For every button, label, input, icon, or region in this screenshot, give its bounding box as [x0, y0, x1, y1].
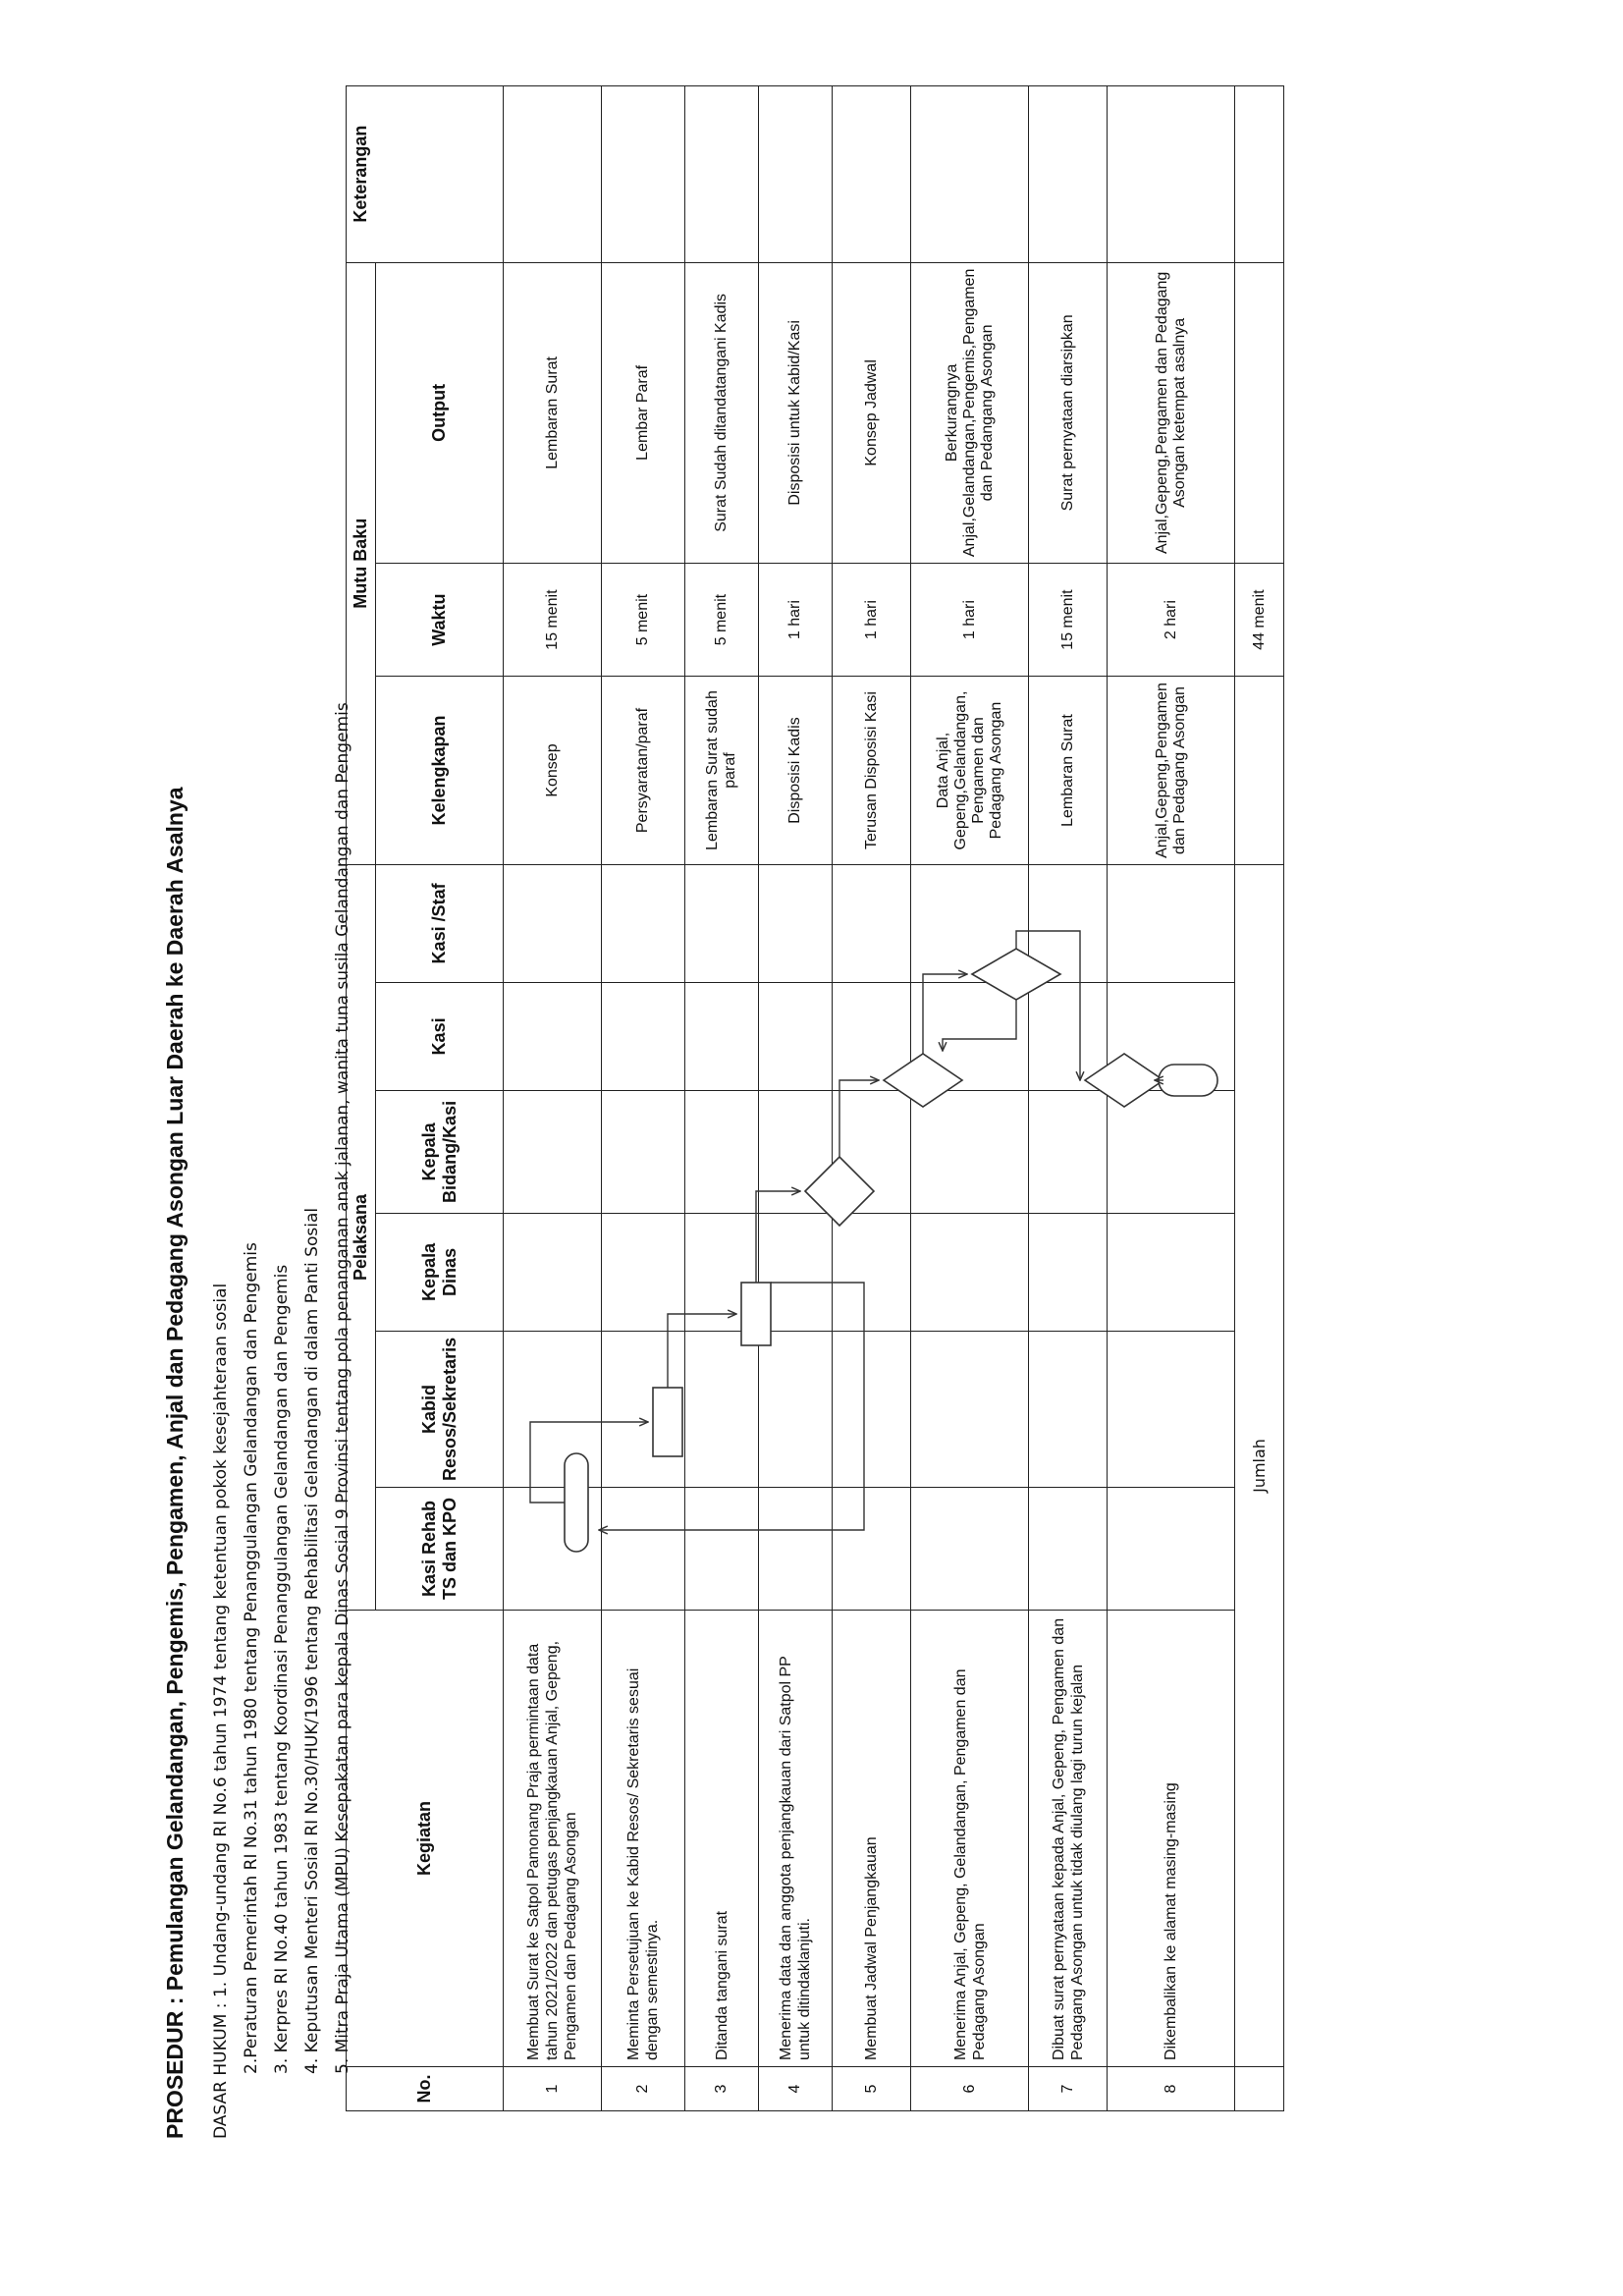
total-label: Jumlah: [1235, 864, 1284, 2066]
header-pelaksana-col: Kepala Dinas: [376, 1213, 504, 1331]
row-output: Surat Sudah ditandatangani Kadis: [685, 262, 759, 564]
row-activity: Menerima Anjal, Gepeng, Gelandangan, Pengamen dan Pedagang Asongan: [911, 1611, 1029, 2067]
legal-basis-item: 2.Peraturan Pemerintah RI No.31 tahun 1980 tentang Penanggulangan Gelandangan dan Pengemis: [242, 1242, 261, 2074]
legal-basis-item: 1. Undang-undang RI No.6 tahun 1974 tentang ketentuan pokok kesejahteraan sosial: [211, 1283, 231, 1998]
row-waktu: 2 hari: [1108, 564, 1235, 677]
row-number: 7: [1029, 2067, 1108, 2111]
row-waktu: 1 hari: [759, 564, 833, 677]
table-row: [911, 85, 1029, 2110]
header-pelaksana-col: Kepala Bidang/Kasi: [376, 1090, 504, 1213]
row-number: 1: [504, 2067, 602, 2111]
row-activity: Membuat Surat ke Satpol Pamonang Praja permintaan data tahun 2021/2022 dan petugas penjangkauan Anjal, Gepeng, Pengamen dan Pedagang Asongan: [504, 1611, 602, 2067]
table-row: [1108, 85, 1235, 2110]
table-row: [833, 85, 911, 2110]
row-output: Anjal,Gepeng,Pengamen dan Pedagang Asongan ketempat asalnya: [1108, 262, 1235, 564]
row-number: 2: [602, 2067, 685, 2111]
row-kelengkapan: Data Anjal, Gepeng,Gelandangan, Pengamen dan Pedagang Asongan: [911, 677, 1029, 865]
row-number: 5: [833, 2067, 911, 2111]
row-output: Lembaran Surat: [504, 262, 602, 564]
row-kelengkapan: Konsep: [504, 677, 602, 865]
legal-basis: [206, 702, 358, 2139]
header-pelaksana: Pelaksana: [347, 864, 376, 1610]
row-output: Lembar Paraf: [602, 262, 685, 564]
legal-basis-item: 4. Keputusan Menteri Sosial RI No.30/HUK/1996 tentang Rehabilitasi Gelandangan di dalam Panti Sosial: [302, 1207, 322, 2074]
row-waktu: 15 menit: [504, 564, 602, 677]
table-row: [602, 85, 685, 2110]
row-waktu: 15 menit: [1029, 564, 1108, 677]
row-activity: Menerima data dan anggota penjangkauan dari Satpol PP untuk ditindaklanjuti.: [759, 1611, 833, 2067]
header-pelaksana-col: Kasi: [376, 982, 504, 1090]
row-waktu: 1 hari: [911, 564, 1029, 677]
row-kelengkapan: Anjal,Gepeng,Pengamen dan Pedagang Asongan: [1108, 677, 1235, 865]
header-pelaksana-col: Kasi /Staf: [376, 864, 504, 982]
legal-basis-item: 3. Kerpres RI No.40 tahun 1983 tentang Koordinasi Penanggulangan Gelandangan dan Pengemis: [272, 1264, 292, 2074]
legal-basis-label: DASAR HUKUM :: [211, 2002, 231, 2139]
row-kelengkapan: Disposisi Kadis: [759, 677, 833, 865]
table-row: [685, 85, 759, 2110]
row-number: 3: [685, 2067, 759, 2111]
header-pelaksana-col: Kasi Rehab TS dan KPO: [376, 1488, 504, 1611]
header-mutu-baku: Mutu Baku: [347, 262, 376, 864]
header-mutu-col: Kelengkapan: [376, 677, 504, 865]
table-row: [759, 85, 833, 2110]
row-kelengkapan: Lembaran Surat sudah paraf: [685, 677, 759, 865]
row-activity: Meminta Persetujuan ke Kabid Resos/ Sekretaris sesuai dengan semestinya.: [602, 1611, 685, 2067]
row-kelengkapan: Lembaran Surat: [1029, 677, 1108, 865]
row-activity: Dikembalikan ke alamat masing-masing: [1108, 1611, 1235, 2067]
row-waktu: 5 menit: [602, 564, 685, 677]
header-no: No.: [347, 2067, 504, 2111]
table-row: [1029, 85, 1108, 2110]
row-waktu: 1 hari: [833, 564, 911, 677]
row-output: Surat pernyataan diarsipkan: [1029, 262, 1108, 564]
row-output: Berkurangnya Anjal,Gelandangan,Pengemis,Pengamen dan Pedangang Asongan: [911, 262, 1029, 564]
row-waktu: 5 menit: [685, 564, 759, 677]
header-pelaksana-col: Kabid Resos/Sekretaris: [376, 1331, 504, 1487]
row-output: Disposisi untuk Kabid/Kasi: [759, 262, 833, 564]
row-activity: Ditanda tangani surat: [685, 1611, 759, 2067]
header-mutu-col: Output: [376, 262, 504, 564]
header-mutu-col: Waktu: [376, 564, 504, 677]
header-keterangan: Keterangan: [347, 85, 504, 262]
row-activity: Dibuat surat pernyataan kepada Anjal, Gepeng, Pengamen dan Pedagang Asongan untuk tidak diulang lagi turun kejalan: [1029, 1611, 1108, 2067]
table-row: [504, 85, 602, 2110]
document-title: PROSEDUR : Pemulangan Gelandangan, Pengemis, Pengamen, Anjal dan Pedagang Asongan Luar Daerah ke Daerah Asalnya: [162, 787, 188, 2139]
total-waktu: 44 menit: [1235, 564, 1284, 677]
row-number: 8: [1108, 2067, 1235, 2111]
row-output: Konsep Jadwal: [833, 262, 911, 564]
row-number: 4: [759, 2067, 833, 2111]
legal-basis-item: 5. Mitra Praja Utama (MPU) Kesepakatan para kepala Dinas Sosial 9 Provinsi tentang pola penanganan anak jalanan, wanita tuna susila Gelandangan dan Pengemis: [333, 702, 352, 2074]
row-activity: Membuat Jadwal Penjangkauan: [833, 1611, 911, 2067]
row-number: 6: [911, 2067, 1029, 2111]
total-row: [1235, 85, 1284, 2110]
header-kegiatan: Kegiatan: [347, 1611, 504, 2067]
procedure-table: [346, 85, 1284, 2111]
row-kelengkapan: Terusan Disposisi Kasi: [833, 677, 911, 865]
row-kelengkapan: Persyaratan/paraf: [602, 677, 685, 865]
